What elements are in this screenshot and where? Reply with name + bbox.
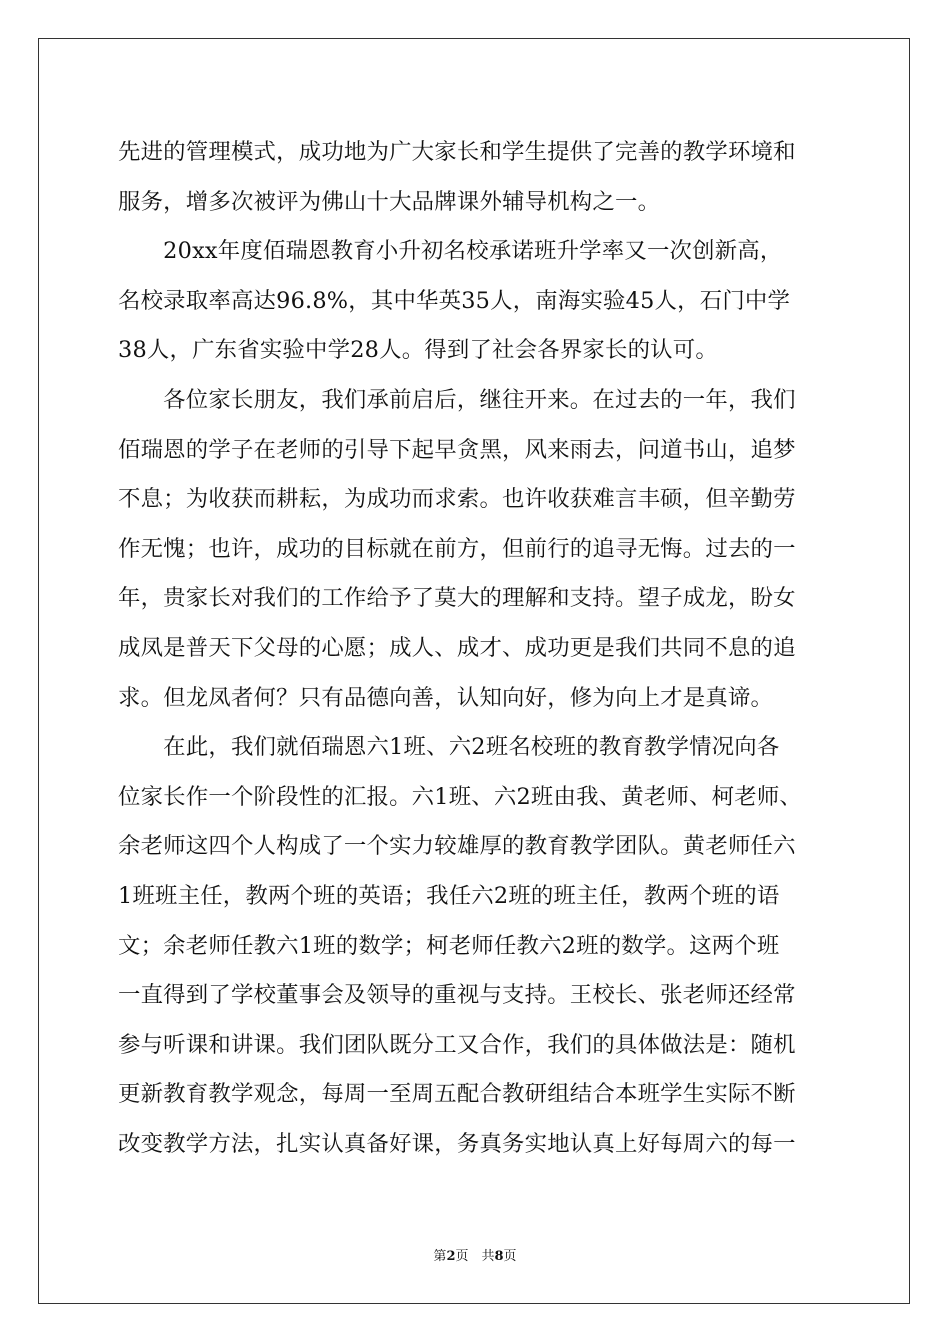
text-line: 1班班主任，教两个班的英语；我任六2班的班主任，教两个班的语: [118, 882, 780, 909]
text-line: 20xx年度佰瑞恩教育小升初名校承诺班升学率又一次创新高，: [118, 238, 783, 265]
text-line: 在此，我们就佰瑞恩六1班、六2班名校班的教育教学情况向各: [118, 734, 780, 761]
text-line: 先进的管理模式，成功地为广大家长和学生提供了完善的教学环境和: [118, 139, 796, 165]
text-line: 改变教学方法，扎实认真备好课，务真务实地认真上好每周六的每一: [118, 1130, 796, 1157]
footer-suffix: 页: [503, 1249, 517, 1264]
text-line: 更新教育教学观念，每周一至周五配合教研组结合本班学生实际不断: [118, 1081, 796, 1108]
page-footer: [0, 1249, 950, 1265]
footer-middle: 页 共: [455, 1249, 495, 1264]
text-line: 佰瑞恩的学子在老师的引导下起早贪黑，风来雨去，问道书山，追梦: [118, 436, 796, 463]
text-line: 各位家长朋友，我们承前启后，继往开来。在过去的一年，我们: [118, 386, 796, 413]
text-line: 参与听课和讲课。我们团队既分工又合作，我们的具体做法是：随机: [118, 1031, 796, 1058]
footer-prefix: 第: [433, 1249, 447, 1264]
current-page-number: 2: [446, 1249, 456, 1264]
text-line: 服务，增多次被评为佛山十大品牌课外辅导机构之一。: [118, 188, 661, 215]
text-line: 38人，广东省实验中学28人。得到了社会各界家长的认可。: [118, 337, 718, 364]
text-line: 不息；为收获而耕耘，为成功而求索。也许收获难言丰硕，但辛勤劳: [118, 486, 796, 513]
text-line: 成凤是普天下父母的心愿；成人、成才、成功更是我们共同不息的追: [118, 634, 796, 661]
total-page-count: 8: [494, 1249, 504, 1264]
text-line: 年，贵家长对我们的工作给予了莫大的理解和支持。望子成龙，盼女: [118, 585, 796, 612]
text-line: 求。但龙凤者何？只有品德向善，认知向好，修为向上才是真谛。: [118, 684, 774, 711]
text-line: 作无愧；也许，成功的目标就在前方，但前行的追寻无悔。过去的一: [118, 535, 796, 562]
text-line: 余老师这四个人构成了一个实力较雄厚的教育教学团队。黄老师任六: [118, 833, 796, 860]
document-body: [118, 128, 834, 1169]
text-line: 文；余老师任教六1班的数学；柯老师任教六2班的数学。这两个班: [118, 932, 780, 959]
text-line: 位家长作一个阶段性的汇报。六1班、六2班由我、黄老师、柯老师、: [118, 783, 803, 810]
text-line: 名校录取率高达96.8%，其中华英35人，南海实验45人，石门中学: [118, 287, 791, 314]
text-line: 一直得到了学校董事会及领导的重视与支持。王校长、张老师还经常: [118, 982, 796, 1009]
